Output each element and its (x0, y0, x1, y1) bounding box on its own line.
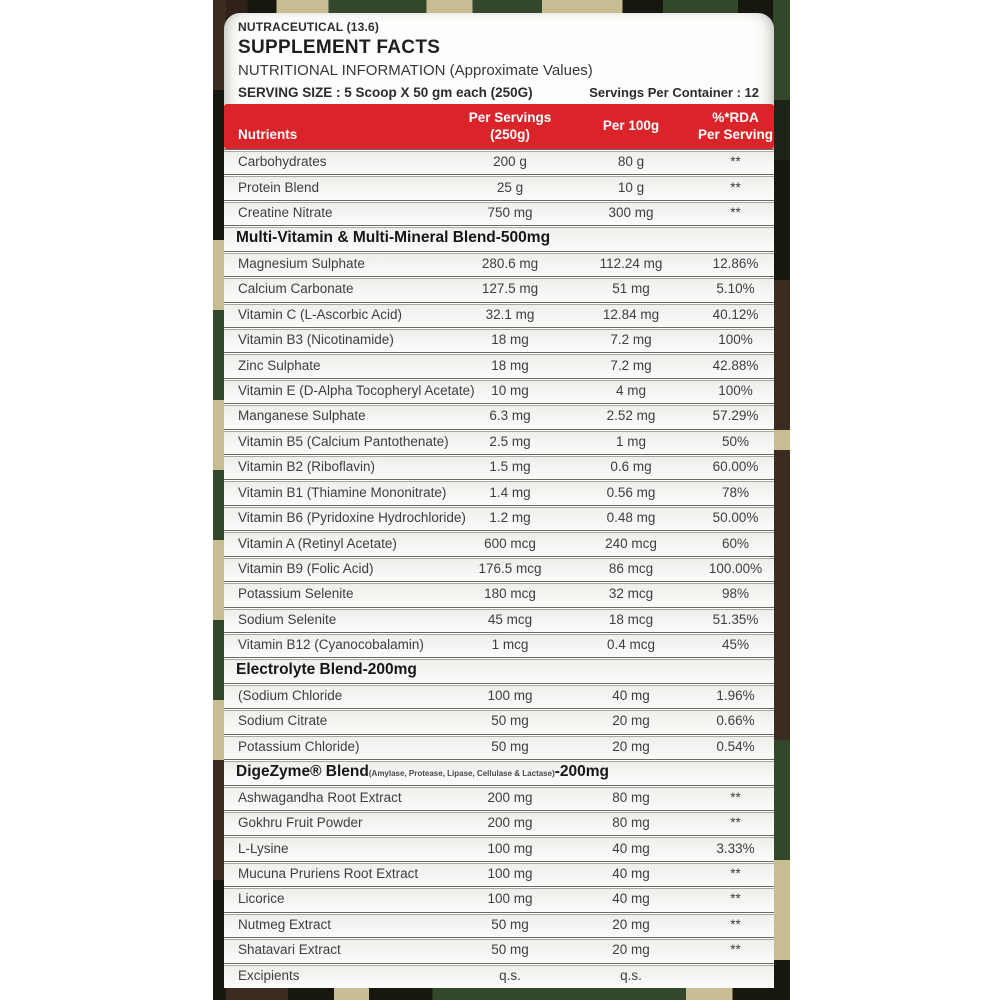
nutrient-name-cell: Vitamin B9 (Folic Acid) (238, 560, 374, 576)
nutrient-name-cell: Mucuna Pruriens Root Extract (238, 866, 419, 882)
per-serving-cell: 750 mg (487, 205, 533, 221)
nutrient-row (224, 683, 774, 708)
nutrient-row (224, 251, 774, 276)
per-100g-cell: 0.4 mcg (606, 637, 656, 653)
nutrient-row (224, 581, 774, 606)
nutrient-row (224, 530, 774, 555)
per-serving-cell: 200 mg (487, 789, 533, 805)
nutrient-row (224, 937, 774, 962)
section-title: Electrolyte Blend-200mg (236, 661, 417, 679)
rda-cell: 100% (718, 332, 753, 348)
table-column-header (224, 104, 774, 149)
page-title: SUPPLEMENT FACTS (238, 37, 441, 58)
nutrient-row (224, 835, 774, 860)
nutrient-row (224, 556, 774, 581)
nutrient-name-cell: Magnesium Sulphate (238, 255, 365, 271)
nutrient-row (224, 454, 774, 479)
per-100g-cell: 2.52 mg (606, 408, 656, 424)
per-serving-cell: 50 mg (491, 916, 529, 932)
nutrient-name-cell: Potassium Selenite (238, 586, 354, 602)
nutrient-name-cell: Gokhru Fruit Powder (238, 815, 363, 831)
subtitle: NUTRITIONAL INFORMATION (Approximate Values) (238, 62, 593, 79)
per-serving-cell: 50 mg (491, 738, 529, 754)
per-serving-cell: 25 g (496, 179, 524, 195)
facts-table-body (224, 149, 774, 988)
per-100g-cell: 0.56 mg (606, 484, 656, 500)
per-serving-cell: 18 mg (491, 357, 529, 373)
camo-pattern-right (773, 0, 790, 1000)
nutrient-name-cell: Zinc Sulphate (238, 357, 321, 373)
per-100g-cell: 51 mg (612, 281, 650, 297)
rda-cell: 45% (721, 637, 750, 653)
rda-cell: ** (730, 866, 741, 882)
category-line: NUTRACEUTICAL (13.6) (238, 20, 380, 34)
per-100g-cell: 1 mg (615, 433, 646, 449)
nutrient-row (224, 276, 774, 301)
rda-cell: 0.66% (716, 713, 755, 729)
per-100g-cell: 20 mg (612, 713, 650, 729)
nutrient-name-cell: Protein Blend (238, 179, 320, 195)
rda-cell: ** (730, 789, 741, 805)
servings-per-container-text: Servings Per Container : 12 (589, 85, 759, 100)
rda-cell: 78% (721, 484, 750, 500)
nutrient-row (224, 479, 774, 504)
nutrient-name-cell: Ashwagandha Root Extract (238, 789, 402, 805)
per-serving-cell: 50 mg (491, 942, 529, 958)
section-row (224, 759, 774, 784)
nutrient-name-cell: Vitamin B3 (Nicotinamide) (238, 332, 394, 348)
per-100g-cell: 300 mg (608, 205, 654, 221)
per-100g-cell: 10 g (617, 179, 645, 195)
nutrient-name-cell: Vitamin B1 (Thiamine Mononitrate) (238, 484, 447, 500)
supplement-facts-panel (224, 13, 774, 988)
per-100g-cell: 7.2 mg (610, 332, 652, 348)
section-subtext: (Amylase, Protease, Lipase, Cellulase & Lactase) (368, 769, 555, 779)
per-serving-cell: 32.1 mg (485, 306, 535, 322)
section-row (224, 225, 774, 250)
nutrient-row (224, 200, 774, 225)
per-serving-cell: 1.5 mg (489, 459, 531, 475)
per-100g-cell: 240 mcg (605, 535, 657, 551)
rda-cell: 3.33% (716, 840, 755, 856)
per-serving-cell: 50 mg (491, 713, 529, 729)
section-title: Multi-Vitamin & Multi-Mineral Blend-500mg (236, 228, 551, 246)
nutrient-row (224, 378, 774, 403)
per-100g-cell: 0.48 mg (606, 510, 656, 526)
rda-cell: ** (730, 815, 741, 831)
per-serving-cell: 100 mg (487, 840, 533, 856)
rda-cell: 50.00% (712, 510, 759, 526)
per-serving-cell: 176.5 mcg (478, 560, 542, 576)
per-100g-cell: 18 mcg (608, 611, 654, 627)
rda-cell: 5.10% (716, 281, 755, 297)
nutrient-row (224, 352, 774, 377)
per-serving-cell: 127.5 mg (481, 281, 539, 297)
nutrient-name-cell: L-Lysine (238, 840, 289, 856)
section-row (224, 657, 774, 682)
per-100g-cell: 20 mg (612, 942, 650, 958)
nutrient-row (224, 149, 774, 174)
nutrient-row (224, 810, 774, 835)
column-header-rda: %*RDA Per Serving (697, 110, 774, 142)
per-serving-cell: 1 mcg (491, 637, 529, 653)
per-100g-cell: 40 mg (612, 891, 650, 907)
per-serving-cell: 100 mg (487, 866, 533, 882)
nutrient-name-cell: Potassium Chloride) (238, 738, 360, 754)
serving-info-row (238, 85, 759, 100)
nutrient-row (224, 886, 774, 911)
rda-cell: ** (730, 179, 741, 195)
nutrient-name-cell: Vitamin B12 (Cyanocobalamin) (238, 637, 424, 653)
per-100g-cell: 86 mcg (608, 560, 654, 576)
label-header (224, 13, 774, 104)
per-serving-cell: 200 g (493, 154, 527, 170)
per-serving-cell: 10 mg (491, 383, 529, 398)
per-100g-cell: 80 g (617, 154, 645, 170)
per-serving-cell: 180 mcg (484, 586, 536, 602)
nutrient-row (224, 708, 774, 733)
nutrient-name-cell: Vitamin E (D-Alpha Tocopheryl Acetate) (238, 383, 475, 398)
rda-cell: 51.35% (712, 611, 759, 627)
nutrient-row (224, 174, 774, 199)
serving-size-text: SERVING SIZE : 5 Scoop X 50 gm each (250G) (238, 85, 533, 100)
per-serving-cell: 600 mcg (484, 535, 536, 551)
per-serving-cell: 100 mg (487, 891, 533, 907)
nutrient-row (224, 302, 774, 327)
rda-cell: 98% (721, 586, 750, 602)
nutrient-row (224, 505, 774, 530)
nutrient-name-cell: Calcium Carbonate (238, 281, 354, 297)
nutrient-name-cell: Vitamin B5 (Calcium Pantothenate) (238, 433, 449, 449)
per-100g-cell: 20 mg (612, 916, 650, 932)
per-100g-cell: 32 mcg (608, 586, 654, 602)
column-header-per-servings: Per Servings (250g) (468, 110, 552, 142)
rda-cell: 57.29% (712, 408, 759, 424)
nutrient-name-cell: Vitamin C (L-Ascorbic Acid) (238, 306, 403, 322)
rda-cell: 60.00% (712, 459, 759, 475)
per-serving-cell: 2.5 mg (489, 433, 531, 449)
per-serving-cell: 1.4 mg (489, 484, 531, 500)
nutrient-row (224, 632, 774, 657)
nutrient-name-cell: Licorice (238, 891, 285, 907)
per-100g-cell: q.s. (620, 967, 642, 983)
nutrient-name-cell: Nutmeg Extract (238, 916, 332, 932)
nutrient-row (224, 963, 774, 988)
per-100g-cell: 80 mg (612, 789, 650, 805)
per-100g-cell: 12.84 mg (602, 306, 660, 322)
nutrient-row (224, 403, 774, 428)
nutrient-row (224, 734, 774, 759)
rda-cell: 0.54% (716, 738, 755, 754)
per-100g-cell: 80 mg (612, 815, 650, 831)
rda-cell: 42.88% (712, 357, 759, 373)
per-100g-cell: 20 mg (612, 738, 650, 754)
rda-cell: ** (730, 942, 741, 958)
per-serving-cell: 280.6 mg (481, 255, 539, 271)
per-100g-cell: 40 mg (612, 840, 650, 856)
section-title: DigeZyme® Blend (236, 762, 369, 780)
column-header-per-100g: Per 100g (602, 118, 660, 134)
per-serving-cell: q.s. (499, 967, 521, 983)
section-amount: -200mg (554, 762, 610, 780)
nutrient-name-cell: Excipients (238, 967, 300, 983)
rda-cell: 12.86% (712, 255, 759, 271)
nutrient-row (224, 429, 774, 454)
rda-cell: 60% (721, 535, 750, 551)
per-serving-cell: 200 mg (487, 815, 533, 831)
nutrient-name-cell: Carbohydrates (238, 154, 327, 170)
nutrient-row (224, 607, 774, 632)
per-100g-cell: 4 mg (615, 383, 646, 398)
nutrient-name-cell: Manganese Sulphate (238, 408, 366, 424)
rda-cell: 1.96% (716, 688, 755, 704)
nutrient-row (224, 785, 774, 810)
rda-cell: ** (730, 205, 741, 221)
per-100g-cell: 0.6 mg (610, 459, 652, 475)
column-header-nutrients: Nutrients (238, 127, 298, 142)
product-label-photo (213, 0, 790, 1000)
rda-cell: 100.00% (708, 560, 763, 576)
nutrient-name-cell: Creatine Nitrate (238, 205, 333, 221)
nutrient-name-cell: Shatavari Extract (238, 942, 341, 958)
rda-cell: ** (730, 916, 741, 932)
nutrient-name-cell: (Sodium Chloride (238, 688, 343, 704)
per-serving-cell: 18 mg (491, 332, 529, 348)
rda-cell: 50% (721, 433, 750, 449)
per-100g-cell: 7.2 mg (610, 357, 652, 373)
nutrient-name-cell: Vitamin B2 (Riboflavin) (238, 459, 376, 475)
per-100g-cell: 40 mg (612, 866, 650, 882)
nutrient-name-cell: Vitamin B6 (Pyridoxine Hydrochloride) (238, 510, 466, 526)
rda-cell: 100% (718, 383, 753, 398)
nutrient-name-cell: Sodium Selenite (238, 611, 337, 627)
per-100g-cell: 112.24 mg (599, 255, 663, 271)
per-serving-cell: 45 mcg (487, 611, 533, 627)
per-serving-cell: 1.2 mg (489, 510, 531, 526)
nutrient-name-cell: Vitamin A (Retinyl Acetate) (238, 535, 397, 551)
nutrient-row (224, 327, 774, 352)
rda-cell: 40.12% (712, 306, 759, 322)
nutrient-name-cell: Sodium Citrate (238, 713, 328, 729)
rda-cell: ** (730, 154, 741, 170)
nutrient-row (224, 912, 774, 937)
per-100g-cell: 40 mg (612, 688, 650, 704)
rda-cell: ** (730, 891, 741, 907)
per-serving-cell: 6.3 mg (489, 408, 531, 424)
per-serving-cell: 100 mg (487, 688, 533, 704)
nutrient-row (224, 861, 774, 886)
